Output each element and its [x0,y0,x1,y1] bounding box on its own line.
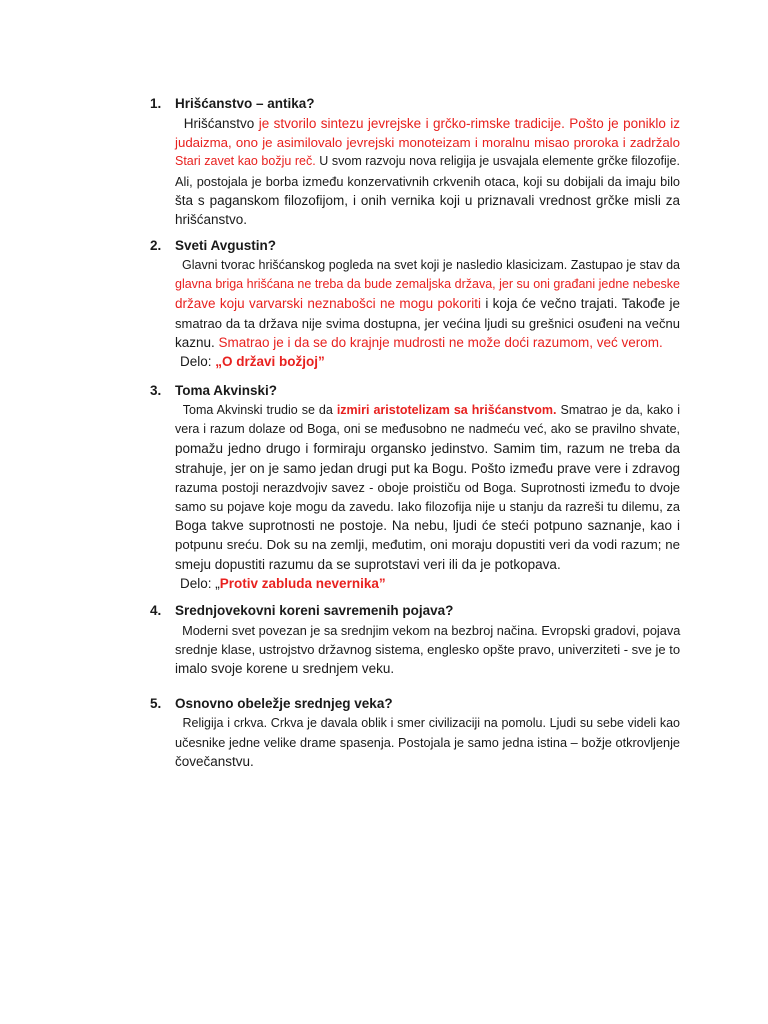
text-run: kaznu. [175,334,219,350]
question-heading [150,236,680,256]
question-title: Sveti Avgustin? [175,238,277,253]
text-run: šta s paganskom filozofijom, i onih vernika koji u priznavali vrednost grčke misli za [175,192,680,208]
section-3 [150,381,680,593]
text-run: čovečanstvu. [175,754,254,770]
work-title: „O državi božjoj” [215,353,325,369]
answer-line [150,439,680,458]
question-heading [150,694,680,714]
question-number: 1. [150,96,162,111]
answer-line [150,640,680,659]
work-title: Protiv zabluda nevernika” [219,575,386,591]
answer-line [150,497,680,516]
text-run: razuma postoji nerazdvojiv savez - oboje proističu od Boga. Suprotnosti između to dvoje [175,479,680,495]
highlight-run: je stvorilo sintezu jevrejske i grčko-rimske tradicije. Pošto je poniklo iz [258,116,680,131]
question-number: 2. [150,238,162,253]
highlight-run: Smatrao je i da se do krajnje mudrosti ne može doći razumom, već verom. [218,334,663,350]
text-run: Ali, postojala je borba između konzervativnih crkvenih otaca, koji su dobijali da imaju bilo [175,173,680,189]
text-run: U svom razvoju nova religija je usvajala elemente grčke filozofije. [315,154,680,169]
question-number: 3. [150,383,162,398]
text-run: smatrao da ta država nije svima dostupna, jer većina ljudi su grešnici osuđeni na večnu [175,315,680,331]
answer-line [150,516,680,535]
text-run: imalo svoje korene u srednjem veku. [175,661,395,677]
highlight-run: glavna briga hrišćana ne treba da bude zemaljska država, jer su oni građani jedne nebeske [175,277,680,292]
work-line [150,352,680,371]
text-run: Smatrao je da, kako i [556,403,680,417]
work-label: Delo: [180,353,216,369]
work-quote: „ [215,575,220,591]
work-line [150,574,680,593]
answer-line [150,333,680,352]
text-run: samo su pojave koje mogu da zavedu. Iako filozofija nije u stanju da razreši tu dilemu, za [175,498,680,514]
work-label: Delo: [180,575,216,591]
section-1 [150,94,680,229]
answer-line [150,659,680,678]
question-heading [150,94,680,114]
answer-line [150,152,680,171]
text-run: Moderni svet povezan je sa srednjim vekom na bezbroj načina. Evropski gradovi, pojava [175,623,681,638]
text-run: vera i razum dolaze od Boga, oni se međusobno ne nadmeću već, ako se pravilno shvate, [175,422,680,437]
text-run: Glavni tvorac hrišćanskog pogleda na svet koji je nasledio klasicizam. Zastupao je stav da [175,258,680,272]
answer-line [150,133,680,152]
answer-line [150,256,680,275]
answer-line [150,114,680,133]
question-title: Toma Akvinski? [175,383,278,398]
highlight-run: države koju varvarski neznabošci ne mogu pokoriti [175,296,481,312]
answer-line [150,478,680,497]
answer-line [150,294,680,313]
question-number: 5. [150,696,162,711]
text-run: učesnike jedne velike drame spasenja. Postojala je samo jedna istina – božje otkrovljenje [175,735,680,751]
text-run: potpunu sreću. Dok su na zemlji, međutim, oni moraju dopustiti veri da vodi razum; ne [175,537,680,553]
answer-line [150,420,680,439]
question-title: Hrišćanstvo – antika? [175,96,315,111]
text-run: Religija i crkva. Crkva je davala oblik i smer civilizaciji na pomolu. Ljudi su sebe videli kao [175,716,680,730]
question-title: Srednjovekovni koreni savremenih pojava? [175,603,454,618]
answer-line [150,210,680,229]
answer-line [150,401,680,420]
answer-line [150,752,680,771]
text-run: pomažu jedno drugo i formiraju organsko jedinstvo. Samim tim, razum ne treba da [175,441,680,457]
answer-line [150,275,680,294]
answer-line [150,714,680,733]
answer-line [150,555,680,574]
text-run: smeju dopustiti razumu da se suprotstavi veri ili da je potkopava. [175,556,561,572]
section-4 [150,601,680,679]
section-2 [150,236,680,371]
answer-line [150,459,680,478]
text-run: Boga takve suprotnosti ne postoje. Na nebu, ljudi će steći potpuno saznanje, kao i [175,518,680,534]
section-5 [150,694,680,772]
answer-line [150,191,680,210]
text-run: strahuje, jer on je samo jedan drugi put ka Bogu. Pošto između prave vere i zdravog [175,460,680,476]
answer-line [150,621,680,640]
highlight-run: judaizma, ono je asimilovalo jevrejski monoteizam i moralnu misao proroka i zadržalo [175,135,680,151]
highlight-run: izmiri aristotelizam sa hrišćanstvom. [336,403,557,417]
text-run: Hrišćanstvo [175,116,259,131]
answer-line [150,733,680,752]
highlight-run: Stari zavet kao božju reč. [175,154,316,169]
question-heading [150,381,680,401]
answer-line [150,535,680,554]
question-number: 4. [150,603,162,618]
text-run: Toma Akvinski trudio se da [175,403,337,417]
text-run: hrišćanstvo. [175,211,248,227]
text-run: i koja će večno trajati. Takođe je [480,296,680,312]
answer-line [150,172,680,191]
question-title: Osnovno obeležje srednjeg veka? [175,696,393,711]
text-run: srednje klase, ustrojstvo državnog sistema, englesko opšte pravo, univerziteti - sve je to [175,642,681,658]
answer-line [150,314,680,333]
question-heading [150,601,680,621]
